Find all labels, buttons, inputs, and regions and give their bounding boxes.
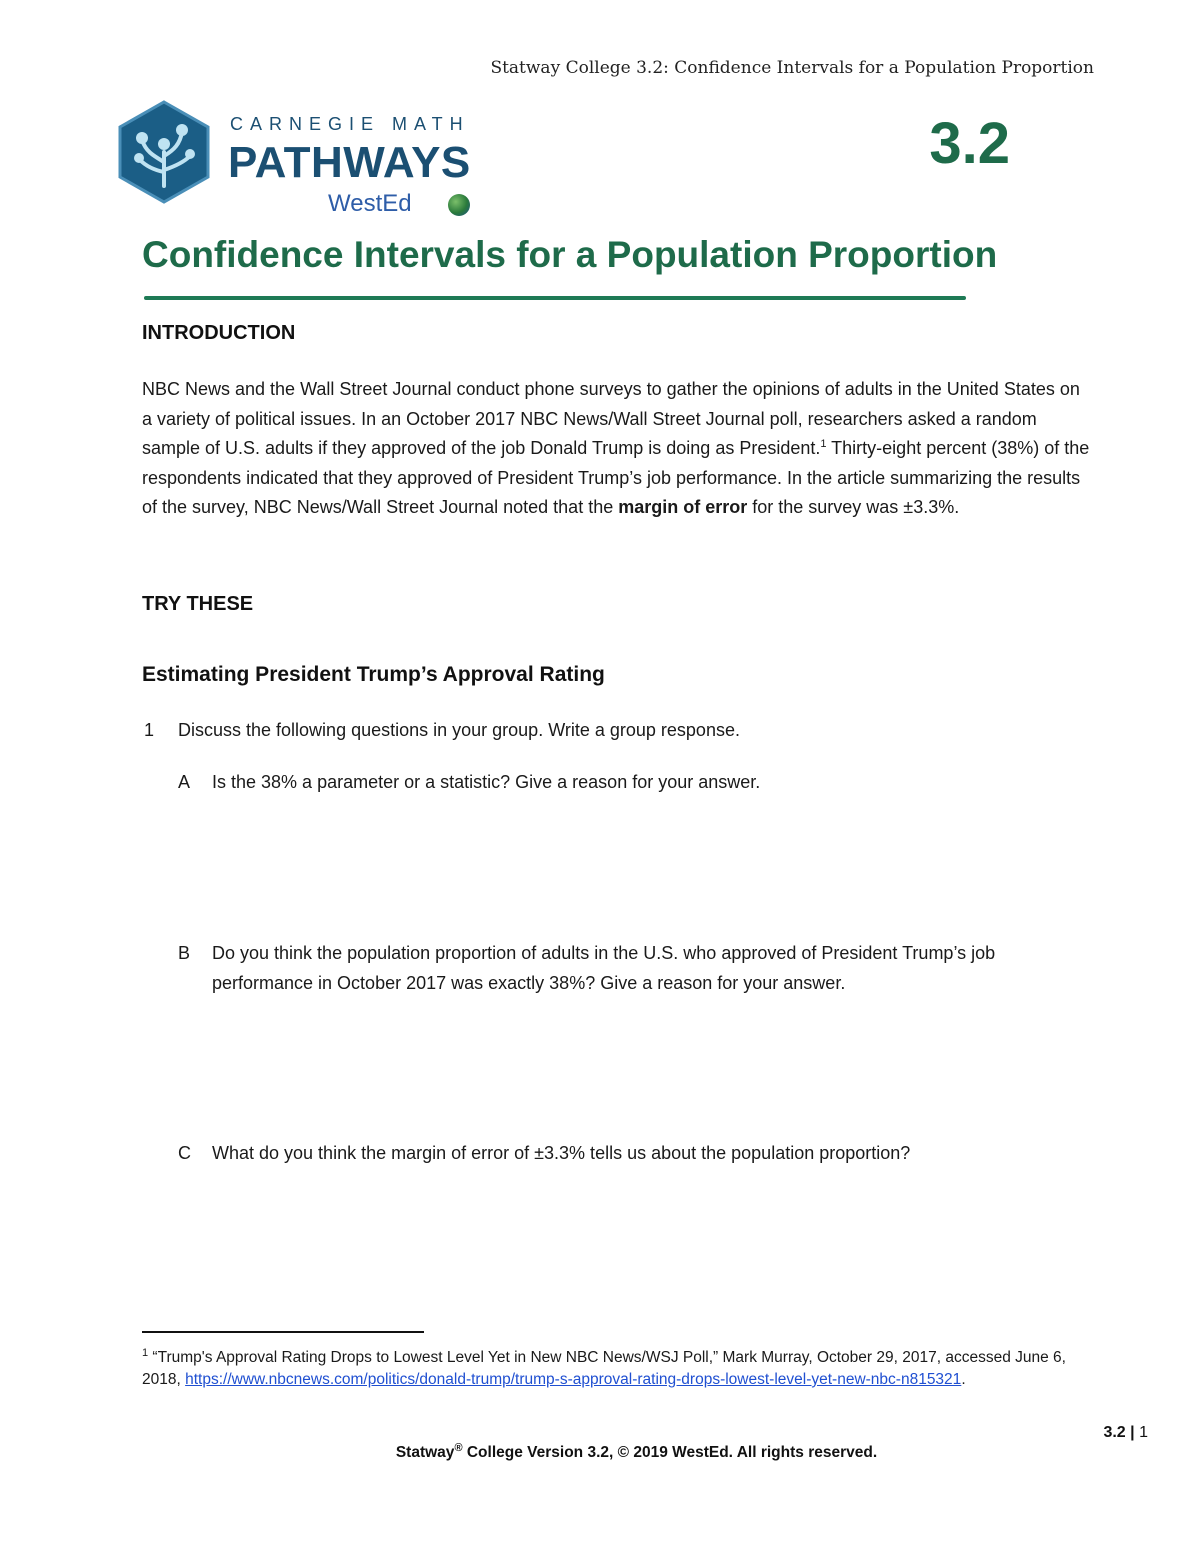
part-b-text: Do you think the population proportion of adults in the U.S. who approved of President Trump’s job performance in October 2017 was exactly 38%? Give a reason for your answer. — [212, 943, 996, 993]
logo-top-text: CARNEGIE MATH — [230, 114, 470, 134]
running-header: Statway College 3.2: Confidence Intervals for a Population Proportion — [490, 58, 1094, 78]
introduction-heading: INTRODUCTION — [142, 322, 296, 344]
footnote-divider — [142, 1331, 424, 1333]
footnote — [142, 1347, 1087, 1391]
logo-main-text: PATHWAYS — [228, 138, 471, 187]
footnote-end: . — [961, 1371, 966, 1388]
copyright-footer — [0, 1441, 1200, 1462]
intro-text-1: NBC News and the Wall Street Journal conduct phone surveys to gather the opinions of adults in the United States on a variety of political issues. In an October 2017 NBC News/Wall Street Journal poll, researchers asked a random sample of U.S. adults if they approved of the job Donald Trump is doing as President. — [142, 379, 1080, 459]
try-these-heading: TRY THESE — [142, 593, 254, 615]
page-label: 3.2 — [1103, 1424, 1126, 1441]
carnegie-pathways-logo — [118, 100, 478, 220]
page-separator: | — [1130, 1424, 1135, 1441]
intro-text-3: for the survey was ±3.3%. — [747, 497, 960, 518]
introduction-paragraph — [142, 375, 1092, 523]
globe-icon — [448, 194, 470, 216]
hexagon-tree-icon — [118, 100, 210, 204]
title-divider — [144, 296, 966, 300]
wested-logo-text: WestEd — [328, 190, 412, 217]
part-a-text: Is the 38% a parameter or a statistic? Give a reason for your answer. — [212, 772, 761, 792]
question-text: Discuss the following questions in your group. Write a group response. — [178, 720, 740, 740]
footnote-number: 1 — [142, 1346, 149, 1359]
footnote-text: “Trump's Approval Rating Drops to Lowest Level Yet in New NBC News/WSJ Poll,” Mark Murray, October 29, 2017, accessed June 6, 2018, — [142, 1349, 1066, 1388]
part-a-letter: A — [178, 772, 191, 792]
footer-brand: Statway — [395, 1444, 455, 1461]
question-number: 1 — [144, 720, 155, 740]
page-number-value: 1 — [1139, 1424, 1148, 1441]
part-c-letter: C — [178, 1143, 191, 1163]
part-c-text: What do you think the margin of error of ±3.3% tells us about the population proportion? — [212, 1143, 911, 1163]
page-number — [1103, 1424, 1148, 1442]
footnote-reference[interactable]: 1 — [820, 438, 827, 451]
intro-text-2: Thirty-eight percent (38%) of the respondents indicated that they approved of President Trump’s job performance. In the article summarizing the results of the survey, NBC News/Wall Street Journal noted that the — [142, 438, 1090, 518]
footnote-link[interactable]: https://www.nbcnews.com/politics/donald-trump/trump-s-approval-rating-drops-lowest-level-yet-new-nbc-n815321 — [185, 1371, 962, 1388]
registered-mark: ® — [454, 1441, 463, 1454]
page-title: Confidence Intervals for a Population Proportion — [142, 234, 998, 275]
margin-of-error-term: margin of error — [618, 497, 748, 518]
section-subheading: Estimating President Trump’s Approval Rating — [142, 663, 605, 686]
lesson-number: 3.2 — [929, 111, 1010, 176]
footer-text: College Version 3.2, © 2019 WestEd. All rights reserved. — [462, 1444, 878, 1461]
part-b-letter: B — [178, 943, 191, 963]
